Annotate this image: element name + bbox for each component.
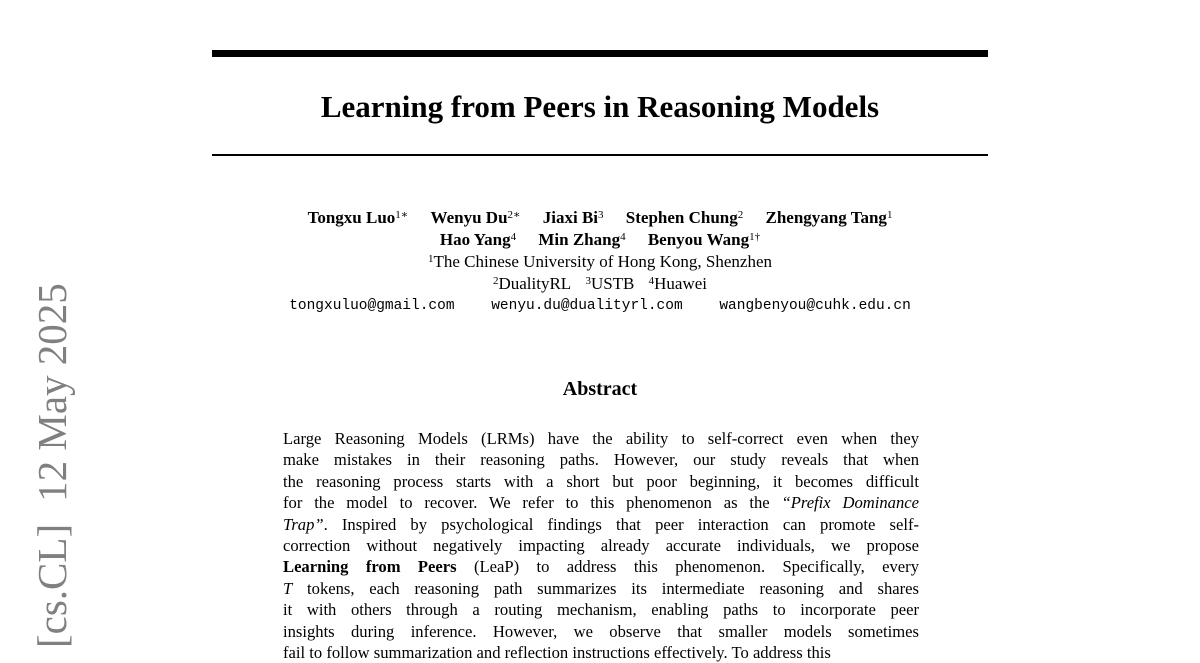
emphasis-leap: Learning from Peers	[283, 557, 457, 577]
abstract-line: Trap”. Inspired by psychological findings that peer interaction can promote self-	[283, 514, 919, 534]
author-line-2	[212, 229, 988, 251]
affiliation: $^4$Huawei	[648, 274, 708, 293]
author: Min Zhang$^4$	[538, 230, 626, 249]
abstract-line: it with others through a routing mechanism, enabling paths to incorporate peer	[283, 600, 919, 620]
author: Stephen Chung$^2$	[625, 208, 744, 227]
abstract-line: for the model to recover. We refer to this phenomenon as the “Prefix Dominance	[283, 493, 919, 513]
abstract-body	[283, 428, 919, 663]
emphasis-trap: Trap”	[283, 514, 324, 534]
affiliation-line-2	[212, 273, 988, 295]
affiliation: $^2$DualityRL	[492, 274, 572, 293]
abstract-heading: Abstract	[562, 378, 638, 400]
abstract-line: insights during inference. However, we observe that smaller models sometimes	[283, 621, 919, 641]
author-block	[212, 207, 988, 317]
author: Zhengyang Tang$^1$	[765, 208, 893, 227]
abstract-line: fail to follow summarization and reflection instructions effectively. To address this	[283, 643, 831, 663]
abstract-line: correction without negatively impacting already accurate individuals, we propose	[283, 536, 919, 556]
title-rule-top	[212, 50, 988, 57]
email-line	[212, 295, 988, 317]
abstract-line: Learning from Peers (LeaP) to address this phenomenon. Specifically, every	[283, 557, 919, 577]
affiliation-line-1	[212, 251, 988, 273]
arxiv-date: 12 May 2025	[29, 283, 75, 502]
author: Hao Yang$^4$	[439, 230, 517, 249]
email-address[interactable]: wenyu.du@dualityrl.com	[491, 298, 683, 314]
email-address[interactable]: tongxuluo@gmail.com	[289, 298, 455, 314]
author-line-1	[212, 207, 988, 229]
author: Jiaxi Bi$^3$	[542, 208, 604, 227]
abstract-line: T tokens, each reasoning path summarizes its intermediate reasoning and shares	[283, 578, 919, 598]
author: Benyou Wang$^{1\dagger}$	[647, 230, 761, 249]
email-address[interactable]: wangbenyou@cuhk.edu.cn	[719, 298, 911, 314]
author: Tongxu Luo$^{1∗}$	[307, 208, 409, 227]
author: Wenyu $Du^{2∗}$	[430, 208, 521, 227]
abstract-line: the reasoning process starts with a short but poor beginning, it becomes difficult	[283, 471, 919, 491]
abstract-line: make mistakes in their reasoning paths. However, our study reveals that when	[283, 450, 919, 470]
affiliation: $^3$USTB	[585, 274, 635, 293]
arxiv-side-stamp	[28, 283, 76, 648]
math-t: T	[283, 578, 293, 598]
title-rule-bottom	[212, 154, 988, 156]
abstract-line: Large Reasoning Models (LRMs) have the ability to self-correct even when they	[283, 429, 919, 448]
arxiv-category: [cs.CL]	[29, 523, 75, 648]
paper-title: Learning from Peers in Reasoning Models	[320, 89, 880, 124]
affiliation: $^1$The Chinese University of Hong Kong, Shenzhen	[427, 252, 773, 271]
emphasis-prefix-dominance: “Prefix Dominance	[781, 493, 919, 513]
